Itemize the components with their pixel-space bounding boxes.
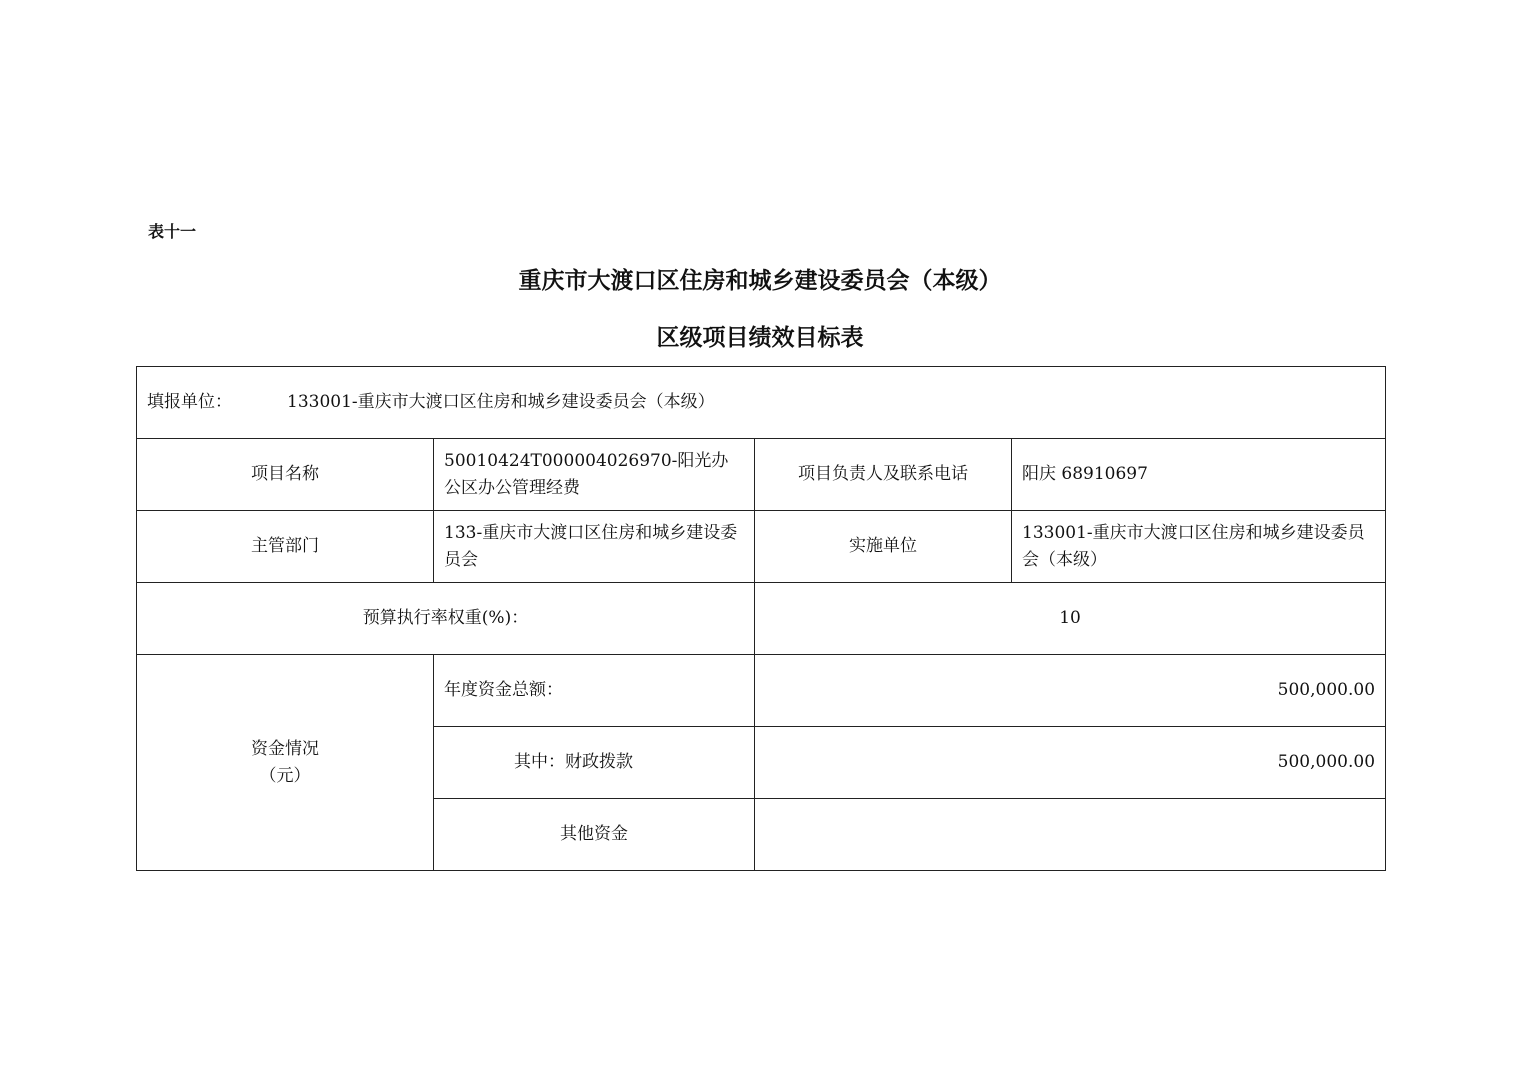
annual-total-label: 年度资金总额： [434, 655, 755, 727]
reporting-unit-cell [137, 367, 1386, 439]
funds-unit: （元） [259, 765, 311, 786]
table-number: 表十一 [148, 222, 197, 241]
table-row [137, 439, 1386, 511]
implementer-label: 实施单位 [755, 511, 1012, 583]
supervisor-value: 133-重庆市大渡口区住房和城乡建设委员会 [434, 511, 755, 583]
project-leader-value: 阳庆 68910697 [1012, 439, 1386, 511]
reporting-unit-label: 填报单位： [147, 392, 232, 412]
annual-total-value: 500,000.00 [755, 655, 1386, 727]
funds-cell [137, 655, 434, 871]
project-name-value: 50010424T000004026970-阳光办公区办公管理经费 [434, 439, 755, 511]
document-title: 重庆市大渡口区住房和城乡建设委员会（本级） [518, 268, 1002, 294]
reporting-unit-value: 133001-重庆市大渡口区住房和城乡建设委员会（本级） [287, 392, 715, 412]
other-funds-value [755, 799, 1386, 871]
table-row [137, 511, 1386, 583]
project-name-label: 项目名称 [137, 439, 434, 511]
document-subtitle: 区级项目绩效目标表 [656, 325, 864, 351]
implementer-value: 133001-重庆市大渡口区住房和城乡建设委员会（本级） [1012, 511, 1386, 583]
funds-label: 资金情况 [251, 738, 319, 759]
project-leader-label: 项目负责人及联系电话 [755, 439, 1012, 511]
other-funds-label: 其他资金 [434, 799, 755, 871]
table-row [137, 655, 1386, 727]
budget-weight-value: 10 [755, 583, 1386, 655]
fiscal-value: 500,000.00 [755, 727, 1386, 799]
budget-weight-label: 预算执行率权重(%)： [137, 583, 755, 655]
table-row [137, 583, 1386, 655]
performance-target-table [136, 366, 1386, 871]
table-row [137, 367, 1386, 439]
fiscal-label: 其中：财政拨款 [434, 727, 755, 799]
supervisor-label: 主管部门 [137, 511, 434, 583]
